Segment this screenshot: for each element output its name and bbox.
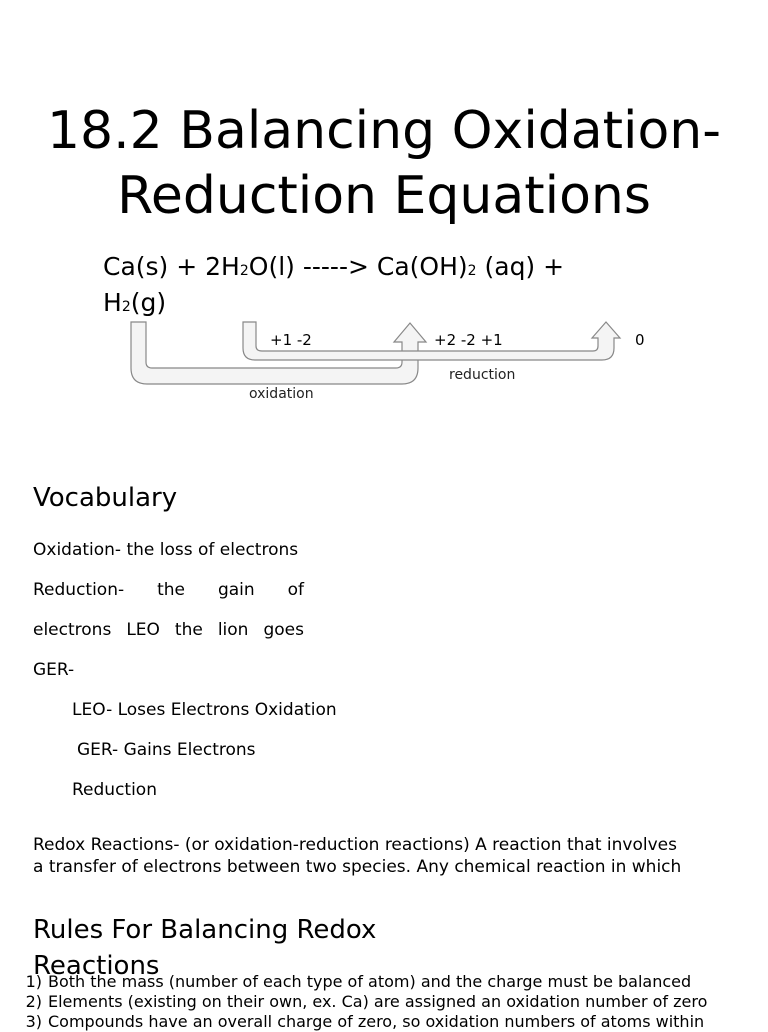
reduction-label: reduction bbox=[449, 367, 516, 383]
electrons-line bbox=[33, 620, 304, 640]
word: of bbox=[287, 580, 304, 600]
ger-mnemonic: GER- Gains Electrons bbox=[77, 740, 256, 760]
reduction-definition-line bbox=[33, 580, 304, 600]
rule-text: Elements (existing on their own, ex. Ca) are assigned an oxidation number of zero bbox=[48, 992, 708, 1011]
ox-number-h2: 0 bbox=[635, 331, 645, 349]
word: electrons bbox=[33, 620, 112, 640]
subscript: 2 bbox=[239, 263, 249, 279]
equation-text: Ca(s) + 2H bbox=[103, 252, 240, 281]
oxidation-label: oxidation bbox=[249, 386, 314, 402]
rule-number: 3) bbox=[25, 1012, 42, 1031]
equation-line-1 bbox=[103, 250, 564, 288]
word: Reduction- bbox=[33, 580, 125, 600]
ox-number-caoh2: +2 -2 +1 bbox=[434, 331, 503, 349]
word: gain bbox=[217, 580, 255, 600]
rule-item bbox=[16, 972, 756, 992]
subscript: 2 bbox=[467, 263, 477, 279]
equation-text: H bbox=[103, 288, 122, 317]
ox-number-h2o: +1 -2 bbox=[270, 331, 312, 349]
leo-mnemonic: LEO- Loses Electrons Oxidation bbox=[72, 700, 337, 720]
rule-number: 2) bbox=[25, 992, 42, 1011]
equation-text: (g) bbox=[130, 288, 167, 317]
page-title-line-2: Reduction Equations bbox=[117, 166, 651, 226]
redox-arrows-diagram bbox=[0, 318, 768, 408]
rule-item bbox=[16, 1012, 756, 1032]
redox-paragraph bbox=[33, 834, 733, 877]
redox-line-2: a transfer of electrons between two species. Any chemical reaction in which bbox=[33, 857, 682, 877]
equation-text: (aq) + bbox=[476, 252, 565, 281]
rule-item bbox=[16, 992, 756, 1012]
oxidation-definition: Oxidation- the loss of electrons bbox=[33, 540, 299, 560]
rules-heading-line-1: Rules For Balancing Redox bbox=[33, 915, 377, 945]
rule-text: Compounds have an overall charge of zero, so oxidation numbers of atoms within bbox=[48, 1012, 705, 1031]
ger-line: GER- bbox=[33, 660, 75, 680]
word: the bbox=[157, 580, 185, 600]
word: lion bbox=[217, 620, 249, 640]
word: the bbox=[174, 620, 203, 640]
page-title-line-1: 18.2 Balancing Oxidation- bbox=[46, 101, 722, 161]
rules-heading-line-2: Reactions bbox=[33, 951, 160, 981]
word: LEO bbox=[126, 620, 160, 640]
redox-line-1: Redox Reactions- (or oxidation-reduction reactions) A reaction that involves bbox=[33, 835, 677, 855]
reduction-word: Reduction bbox=[72, 780, 157, 800]
rule-text: Both the mass (number of each type of atom) and the charge must be balanced bbox=[48, 972, 692, 991]
rule-number: 1) bbox=[25, 972, 42, 991]
equation-text: O(l) -----> Ca(OH) bbox=[248, 252, 468, 281]
vocabulary-heading: Vocabulary bbox=[33, 483, 178, 513]
rules-list bbox=[16, 972, 756, 1032]
subscript: 2 bbox=[121, 299, 131, 315]
word: goes bbox=[263, 620, 304, 640]
